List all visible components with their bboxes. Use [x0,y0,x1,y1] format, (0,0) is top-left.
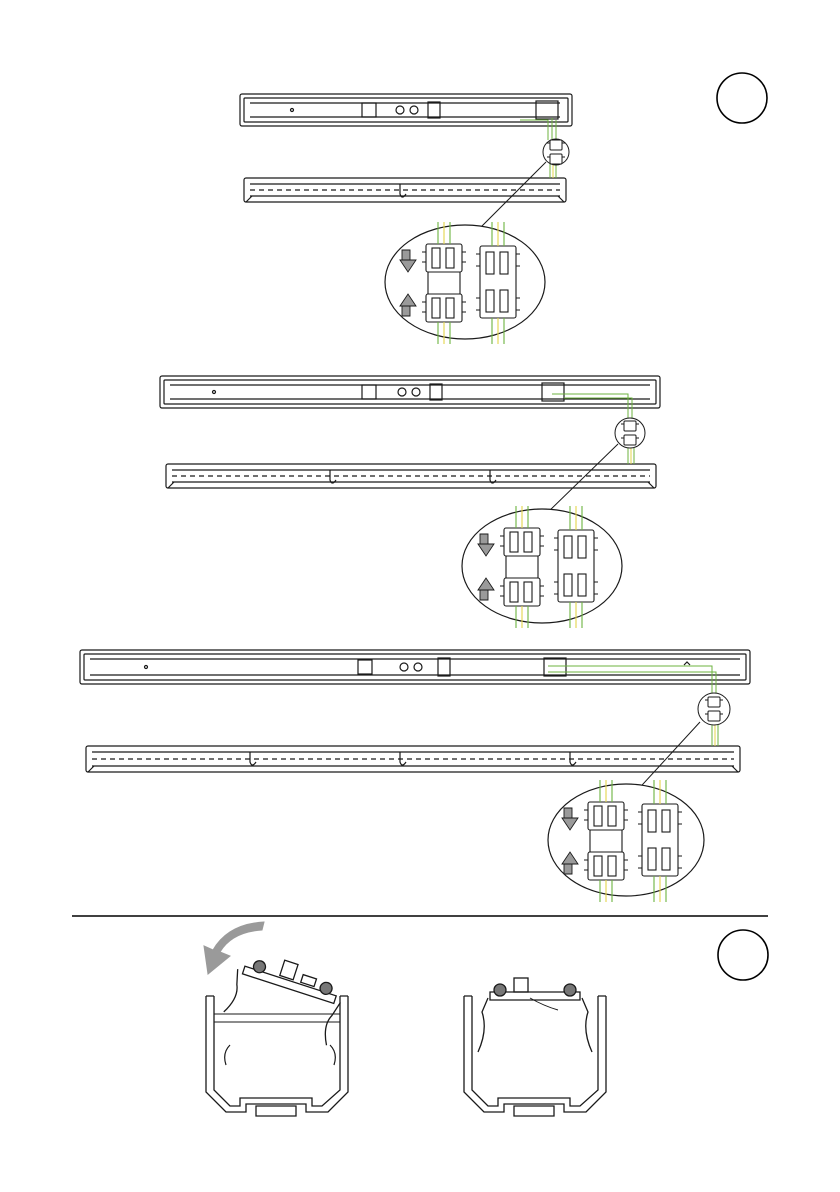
connector-detail-1 [385,222,545,344]
profile-installed [464,978,606,1116]
profile-tilted [206,947,348,1116]
wire-lead-long [548,666,718,746]
gear-tray-medium [160,376,660,408]
connector-detail-2 [462,506,622,628]
step-2-badge [718,930,768,980]
connector-detail-3 [548,780,704,902]
connector-circle-small-2 [615,418,645,448]
mounting-rail-long [86,746,740,772]
gear-tray-long [80,650,750,684]
connector-circle-small-1 [543,139,569,165]
zoom-leader-2 [546,444,618,514]
mounting-rail-medium [166,464,656,488]
gear-tray-short [240,94,572,126]
step-1-badge [717,73,767,123]
connector-circle-small-3 [698,693,730,725]
